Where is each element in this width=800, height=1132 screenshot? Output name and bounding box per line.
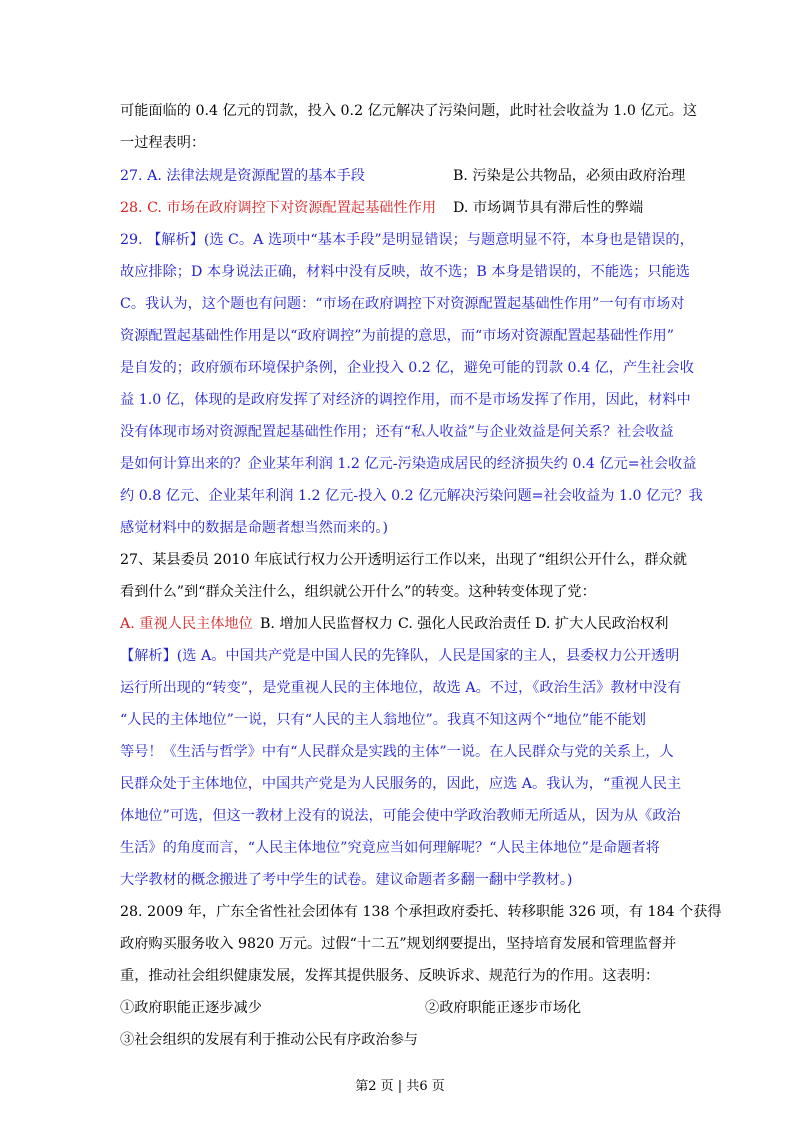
analysis-line: 资源配置起基础性作用是以“政府调控”为前提的意思，而“市场对资源配置起基础性作用” [120,328,674,344]
question-stem: 重，推动社会组织健康发展，发挥其提供服务、反映诉求、规范行为的作用。这表明： [120,968,660,984]
analysis-line: 益 1.0 亿，体现的是政府发挥了对经济的调控作用，而不是市场发挥了作用，因此，材料中 [120,392,691,408]
option-b: B. 污染是公共物品，必须由政府治理 [453,168,686,184]
option-d: D. 扩大人民政治权利 [535,616,669,632]
analysis-line: 民群众处于主体地位，中国共产党是为人民服务的，因此，应选 A。我认为，“重视人民主 [120,776,682,792]
analysis-line: 约 0.8 亿元、企业某年利润 1.2 亿元-投入 0.2 亿元解决污染问题=社会收益为 1.0 亿元？我 [120,488,703,504]
analysis-line: 运行所出现的“转变”，是党重视人民的主体地位，故选 A。不过，《政治生活》教材中没有 [120,680,682,696]
analysis-line: 等号！《生活与哲学》中有“人民群众是实践的主体”一说。在人民群众与党的关系上，人 [120,744,674,760]
option-c: 28. C. 市场在政府调控下对资源配置起基础性作用 [120,200,437,216]
option-2: ②政府职能正逐步市场化 [425,1000,582,1016]
analysis-line: 【解析】(选 A。中国共产党是中国人民的先锋队，人民是国家的主人，县委权力公开透明 [120,648,680,664]
analysis-line: 是如何计算出来的？企业某年利润 1.2 亿元-污染造成居民的经济损失约 0.4 亿元=社会收益 [120,456,697,472]
option-1: ①政府职能正逐步减少 [120,1000,262,1016]
option-b: B. 增加人民监督权力 [260,616,393,632]
option-a: A. 重视人民主体地位 [120,616,253,632]
option-a: 27. A. 法律法规是资源配置的基本手段 [120,168,365,184]
analysis-line: 没有体现市场对资源配置起基础性作用；还有“私人收益”与企业效益是何关系？社会收益 [120,424,674,440]
question-stem: 政府购买服务收入 9820 万元。过假“十二五”规划纲要提出，坚持培育发展和管理监督并 [120,936,677,952]
paragraph-line: 可能面临的 0.4 亿元的罚款，投入 0.2 亿元解决了污染问题，此时社会收益为 1.0 亿元。这 [120,103,698,119]
analysis-line: 故应排除；D 本身说法正确，材料中没有反映，故不选；B 本身是错误的，不能选；只能选 [120,264,690,280]
option-c: C. 强化人民政治责任 [398,616,531,632]
analysis-line: “人民的主体地位”一说，只有“人民的主人翁地位”。我真不知这两个“地位”能不能划 [120,712,646,728]
analysis-line: 是自发的；政府颁布环境保护条例，企业投入 0.2 亿，避免可能的罚款 0.4 亿，产生社会收 [120,360,694,376]
analysis-line: 大学教材的概念搬进了考中学生的试卷。建议命题者多翻一翻中学教材。) [120,872,573,888]
page-footer: 第2 页 | 共6 页 [355,1079,445,1094]
question-stem: 看到什么”到“群众关注什么，组织就公开什么”的转变。这种转变体现了党： [120,584,596,600]
analysis-line: 体地位”可选，但这一教材上没有的说法，可能会使中学政治教师无所适从，因为从《政治 [120,808,681,824]
paragraph-line: 一过程表明： [120,135,206,151]
analysis-line: 感觉材料中的数据是命题者想当然而来的。) [120,520,388,536]
question-stem: 27、某县委员 2010 年底试行权力公开透明运行工作以来，出现了“组织公开什么，群众就 [120,552,687,568]
option-d: D. 市场调节具有滞后性的弊端 [453,200,644,216]
option-3: ③社会组织的发展有利于推动公民有序政治参与 [120,1032,418,1048]
analysis-line: 29. 【解析】(选 C。A 选项中“基本手段”是明显错误；与题意明显不符，本身也是错误的， [120,232,694,248]
question-stem: 28. 2009 年，广东全省性社会团体有 138 个承担政府委托、转移职能 326 项，有 184 个获得 [120,904,722,920]
analysis-line: 生活》的角度而言，“人民主体地位”究竟应当如何理解呢？“人民主体地位”是命题者将 [120,840,660,856]
analysis-line: C。我认为，这个题也有问题：“市场在政府调控下对资源配置起基础性作用”一句有市场对 [120,296,685,312]
